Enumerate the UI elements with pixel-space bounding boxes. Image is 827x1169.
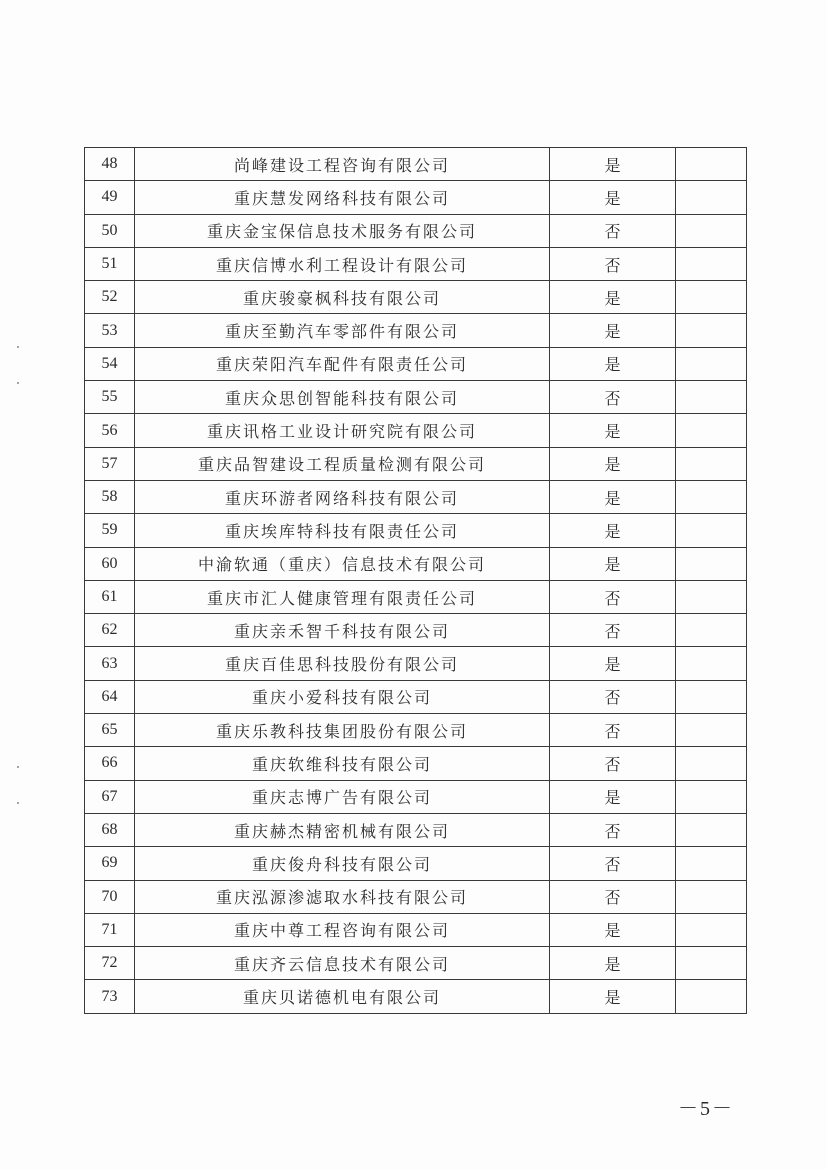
- flag-cell: 是: [550, 647, 676, 680]
- remark-cell: [676, 980, 747, 1013]
- row-number-cell: 52: [85, 281, 135, 314]
- flag-cell: 否: [550, 747, 676, 780]
- flag-cell: 是: [550, 947, 676, 980]
- flag-cell: 是: [550, 447, 676, 480]
- row-number-cell: 50: [85, 214, 135, 247]
- row-number-cell: 61: [85, 580, 135, 613]
- table-row: [85, 647, 747, 680]
- remark-cell: [676, 447, 747, 480]
- remark-cell: [676, 247, 747, 280]
- flag-cell: 是: [550, 148, 676, 181]
- remark-cell: [676, 880, 747, 913]
- company-name-cell: 重庆志博广告有限公司: [135, 780, 550, 813]
- table-row: [85, 714, 747, 747]
- flag-cell: 否: [550, 680, 676, 713]
- flag-cell: 否: [550, 381, 676, 414]
- remark-cell: [676, 347, 747, 380]
- table-row: [85, 547, 747, 580]
- row-number-cell: 53: [85, 314, 135, 347]
- table-row: [85, 514, 747, 547]
- company-name-cell: 重庆骏豪枫科技有限公司: [135, 281, 550, 314]
- remark-cell: [676, 480, 747, 513]
- remark-cell: [676, 381, 747, 414]
- table-row: [85, 281, 747, 314]
- table-row: [85, 747, 747, 780]
- row-number-cell: 63: [85, 647, 135, 680]
- remark-cell: [676, 747, 747, 780]
- flag-cell: 是: [550, 414, 676, 447]
- row-number-cell: 72: [85, 947, 135, 980]
- company-name-cell: 重庆俊舟科技有限公司: [135, 847, 550, 880]
- row-number-cell: 70: [85, 880, 135, 913]
- flag-cell: 是: [550, 780, 676, 813]
- row-number-cell: 49: [85, 181, 135, 214]
- remark-cell: [676, 281, 747, 314]
- flag-cell: 是: [550, 347, 676, 380]
- scan-margin-mark: [17, 766, 19, 768]
- row-number-cell: 60: [85, 547, 135, 580]
- remark-cell: [676, 714, 747, 747]
- remark-cell: [676, 847, 747, 880]
- table-row: [85, 381, 747, 414]
- flag-cell: 是: [550, 181, 676, 214]
- company-name-cell: 尚峰建设工程咨询有限公司: [135, 148, 550, 181]
- row-number-cell: 55: [85, 381, 135, 414]
- table-row: [85, 947, 747, 980]
- table-row: [85, 880, 747, 913]
- flag-cell: 否: [550, 580, 676, 613]
- table-row: [85, 780, 747, 813]
- company-name-cell: 重庆乐教科技集团股份有限公司: [135, 714, 550, 747]
- table-row: [85, 980, 747, 1013]
- flag-cell: 否: [550, 880, 676, 913]
- table-row: [85, 247, 747, 280]
- table-row: [85, 614, 747, 647]
- scan-margin-mark: [17, 346, 19, 348]
- flag-cell: 否: [550, 847, 676, 880]
- table-row: [85, 580, 747, 613]
- company-name-cell: 重庆泓源渗滤取水科技有限公司: [135, 880, 550, 913]
- row-number-cell: 66: [85, 747, 135, 780]
- table-row: [85, 813, 747, 846]
- company-name-cell: 重庆百佳思科技股份有限公司: [135, 647, 550, 680]
- company-name-cell: 重庆品智建设工程质量检测有限公司: [135, 447, 550, 480]
- row-number-cell: 56: [85, 414, 135, 447]
- flag-cell: 是: [550, 514, 676, 547]
- remark-cell: [676, 214, 747, 247]
- row-number-cell: 59: [85, 514, 135, 547]
- table-row: [85, 181, 747, 214]
- flag-cell: 否: [550, 247, 676, 280]
- company-name-cell: 重庆金宝保信息技术服务有限公司: [135, 214, 550, 247]
- remark-cell: [676, 514, 747, 547]
- flag-cell: 是: [550, 480, 676, 513]
- row-number-cell: 65: [85, 714, 135, 747]
- scan-margin-mark: [17, 382, 19, 384]
- table-row: [85, 414, 747, 447]
- remark-cell: [676, 947, 747, 980]
- company-name-cell: 重庆讯格工业设计研究院有限公司: [135, 414, 550, 447]
- row-number-cell: 69: [85, 847, 135, 880]
- table-row: [85, 314, 747, 347]
- company-name-cell: 重庆信博水利工程设计有限公司: [135, 247, 550, 280]
- remark-cell: [676, 547, 747, 580]
- row-number-cell: 68: [85, 813, 135, 846]
- company-name-cell: 重庆至勤汽车零部件有限公司: [135, 314, 550, 347]
- table-row: [85, 347, 747, 380]
- remark-cell: [676, 680, 747, 713]
- table-row: [85, 847, 747, 880]
- table-row: [85, 214, 747, 247]
- table-row: [85, 680, 747, 713]
- remark-cell: [676, 181, 747, 214]
- remark-cell: [676, 414, 747, 447]
- company-name-cell: 重庆环游者网络科技有限公司: [135, 480, 550, 513]
- flag-cell: 是: [550, 913, 676, 946]
- company-name-cell: 重庆荣阳汽车配件有限责任公司: [135, 347, 550, 380]
- scan-margin-mark: [17, 802, 19, 804]
- flag-cell: 是: [550, 281, 676, 314]
- company-name-cell: 重庆众思创智能科技有限公司: [135, 381, 550, 414]
- company-list-body: [85, 148, 747, 1014]
- company-name-cell: 重庆中尊工程咨询有限公司: [135, 913, 550, 946]
- remark-cell: [676, 314, 747, 347]
- company-name-cell: 重庆埃库特科技有限责任公司: [135, 514, 550, 547]
- flag-cell: 是: [550, 314, 676, 347]
- page-number: －5－: [678, 1098, 734, 1120]
- flag-cell: 是: [550, 547, 676, 580]
- remark-cell: [676, 614, 747, 647]
- row-number-cell: 48: [85, 148, 135, 181]
- company-name-cell: 中渝软通（重庆）信息技术有限公司: [135, 547, 550, 580]
- company-name-cell: 重庆亲禾智千科技有限公司: [135, 614, 550, 647]
- flag-cell: 否: [550, 813, 676, 846]
- flag-cell: 否: [550, 714, 676, 747]
- remark-cell: [676, 780, 747, 813]
- remark-cell: [676, 813, 747, 846]
- table-row: [85, 148, 747, 181]
- row-number-cell: 73: [85, 980, 135, 1013]
- company-name-cell: 重庆小爱科技有限公司: [135, 680, 550, 713]
- company-name-cell: 重庆齐云信息技术有限公司: [135, 947, 550, 980]
- row-number-cell: 62: [85, 614, 135, 647]
- row-number-cell: 71: [85, 913, 135, 946]
- table-row: [85, 913, 747, 946]
- company-name-cell: 重庆软维科技有限公司: [135, 747, 550, 780]
- row-number-cell: 67: [85, 780, 135, 813]
- remark-cell: [676, 647, 747, 680]
- company-name-cell: 重庆市汇人健康管理有限责任公司: [135, 580, 550, 613]
- flag-cell: 是: [550, 980, 676, 1013]
- company-name-cell: 重庆贝诺德机电有限公司: [135, 980, 550, 1013]
- table-row: [85, 480, 747, 513]
- row-number-cell: 57: [85, 447, 135, 480]
- remark-cell: [676, 913, 747, 946]
- row-number-cell: 51: [85, 247, 135, 280]
- flag-cell: 否: [550, 614, 676, 647]
- table-row: [85, 447, 747, 480]
- company-list-table: [84, 147, 747, 1014]
- flag-cell: 否: [550, 214, 676, 247]
- row-number-cell: 54: [85, 347, 135, 380]
- remark-cell: [676, 148, 747, 181]
- row-number-cell: 58: [85, 480, 135, 513]
- row-number-cell: 64: [85, 680, 135, 713]
- company-name-cell: 重庆赫杰精密机械有限公司: [135, 813, 550, 846]
- remark-cell: [676, 580, 747, 613]
- company-name-cell: 重庆慧发网络科技有限公司: [135, 181, 550, 214]
